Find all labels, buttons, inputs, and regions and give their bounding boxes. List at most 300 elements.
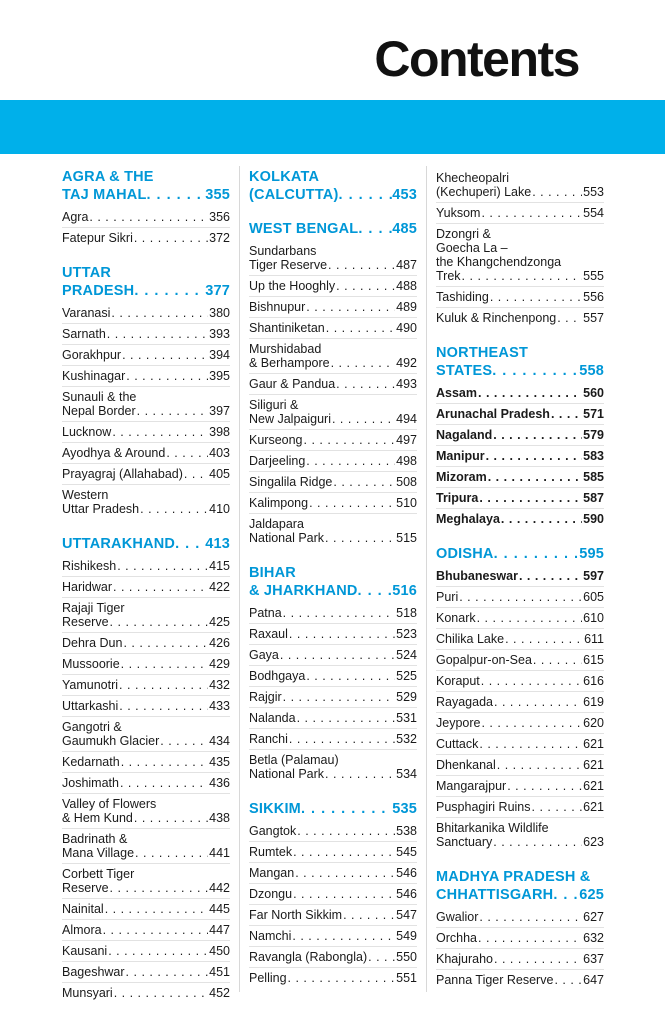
toc-entry[interactable]	[62, 863, 230, 898]
dot-leader	[289, 627, 395, 641]
toc-entry-line: Corbett Tiger	[62, 867, 135, 881]
dot-leader	[134, 811, 208, 825]
toc-entry[interactable]	[436, 907, 604, 927]
toc-entry[interactable]	[436, 796, 604, 817]
dot-leader	[493, 835, 582, 849]
toc-entry-row	[249, 887, 417, 901]
section-title: (CALCUTTA)	[249, 187, 339, 203]
toc-entry[interactable]	[62, 653, 230, 674]
toc-entry-row	[62, 580, 230, 594]
toc-column-1	[62, 168, 230, 1003]
toc-entry-label: Bodhgaya	[249, 669, 306, 683]
toc-entry-page: 571	[583, 407, 604, 421]
toc-entry-row	[436, 973, 604, 987]
toc-entry[interactable]	[436, 307, 604, 328]
toc-entry-label: Reserve	[62, 615, 109, 629]
section-title: UTTARAKHAND	[62, 536, 176, 552]
toc-entry-page: 510	[396, 496, 417, 510]
toc-entry-row	[62, 210, 230, 224]
toc-entry-label: Mizoram	[436, 470, 487, 484]
toc-entry-row	[249, 433, 417, 447]
toc-entry-label: Sanctuary	[436, 835, 493, 849]
toc-entry-label: Ranchi	[249, 732, 288, 746]
toc-entry-page: 620	[583, 716, 604, 730]
section-heading[interactable]	[62, 168, 230, 204]
toc-entry-row	[62, 902, 230, 916]
toc-entry-label: Nalanda	[249, 711, 296, 725]
toc-entry-row	[249, 300, 417, 314]
toc-entry-label: Singalila Ridge	[249, 475, 333, 489]
toc-entry[interactable]	[249, 317, 417, 338]
toc-entry-label: & Hem Kund	[62, 811, 133, 825]
toc-entry-label: Kausani	[62, 944, 108, 958]
toc-entry-page: 498	[396, 454, 417, 468]
section-heading[interactable]	[249, 168, 417, 204]
toc-entry-page: 549	[396, 929, 417, 943]
toc-entry-page: 425	[209, 615, 230, 629]
toc-entry-page: 621	[583, 758, 604, 772]
toc-entry-page: 556	[583, 290, 604, 304]
section-heading-row	[436, 545, 604, 563]
section-page-number: 595	[579, 546, 604, 562]
toc-entry-page: 422	[209, 580, 230, 594]
toc-entry-row	[249, 606, 417, 620]
toc-entry-row	[62, 369, 230, 383]
toc-entry-row	[249, 711, 417, 725]
toc-entry-page: 441	[209, 846, 230, 860]
toc-entry-label: Puri	[436, 590, 459, 604]
toc-entry-page: 393	[209, 327, 230, 341]
dot-leader	[292, 929, 395, 943]
toc-entry-page: 585	[583, 470, 604, 484]
toc-entry[interactable]	[436, 586, 604, 607]
toc-entry[interactable]	[62, 421, 230, 442]
dot-leader	[479, 910, 582, 924]
section-heading-row	[62, 282, 230, 300]
dot-leader	[554, 973, 582, 987]
dot-leader	[477, 611, 583, 625]
toc-entry-row	[249, 866, 417, 880]
toc-entry[interactable]	[62, 442, 230, 463]
toc-entry[interactable]	[62, 463, 230, 484]
toc-entry-label: Jeypore	[436, 716, 481, 730]
toc-entry[interactable]	[249, 296, 417, 317]
toc-entry[interactable]	[62, 793, 230, 828]
toc-entry-label: Manipur	[436, 449, 485, 463]
toc-entry-label: Raxaul	[249, 627, 288, 641]
dot-leader	[478, 386, 582, 400]
toc-entry-row	[436, 910, 604, 924]
toc-entry[interactable]	[62, 940, 230, 961]
dot-leader	[462, 269, 583, 283]
toc-entry-label: Pelling	[249, 971, 287, 985]
toc-entry-page: 415	[209, 559, 230, 573]
section-page-number: 558	[579, 363, 604, 379]
toc-entry-label: Gaur & Pandua	[249, 377, 336, 391]
dot-leader	[114, 986, 208, 1000]
dot-leader	[493, 428, 582, 442]
toc-entry[interactable]	[436, 948, 604, 969]
toc-entry-page: 426	[209, 636, 230, 650]
toc-entry-row	[62, 502, 230, 516]
toc-entry[interactable]	[436, 202, 604, 223]
toc-entry-page: 551	[396, 971, 417, 985]
toc-entry-row	[62, 811, 230, 825]
toc-entry[interactable]	[62, 323, 230, 344]
toc-entry[interactable]	[249, 707, 417, 728]
toc-entry-page: 525	[396, 669, 417, 683]
section-page-number: 625	[579, 887, 604, 903]
toc-entry-label: Far North Sikkim	[249, 908, 343, 922]
toc-entry-row	[436, 674, 604, 688]
toc-entry-page: 494	[396, 412, 417, 426]
toc-entry[interactable]	[62, 961, 230, 982]
toc-entry-page: 508	[396, 475, 417, 489]
toc-entry[interactable]	[249, 821, 417, 841]
toc-entry[interactable]	[249, 728, 417, 749]
toc-entry-line: Siliguri &	[249, 398, 299, 412]
dot-leader	[507, 779, 582, 793]
toc-entry[interactable]	[249, 429, 417, 450]
toc-entry-page: 515	[396, 531, 417, 545]
dot-leader	[297, 711, 396, 725]
toc-entry-row	[249, 690, 417, 704]
toc-entry-label: Reserve	[62, 881, 109, 895]
toc-entry-label: Almora	[62, 923, 102, 937]
toc-entry[interactable]	[436, 487, 604, 508]
toc-entry-label: Yuksom	[436, 206, 481, 220]
toc-entry-page: 611	[584, 632, 604, 646]
toc-entry[interactable]	[62, 597, 230, 632]
toc-entry-label: Uttarkashi	[62, 699, 119, 713]
toc-entry[interactable]	[249, 338, 417, 373]
section-heading[interactable]	[249, 564, 417, 600]
toc-entry[interactable]	[436, 754, 604, 775]
toc-entry-label: Agra	[62, 210, 89, 224]
toc-entry-label: National Park	[249, 767, 325, 781]
toc-entry-row	[436, 470, 604, 484]
toc-entry[interactable]	[62, 828, 230, 863]
toc-entry-row	[62, 881, 230, 895]
toc-entry[interactable]	[436, 733, 604, 754]
toc-entry[interactable]	[249, 513, 417, 548]
section-heading[interactable]	[62, 535, 230, 553]
toc-entry-row	[436, 632, 604, 646]
toc-entry[interactable]	[62, 365, 230, 386]
toc-entry-page: 397	[209, 404, 230, 418]
toc-entry[interactable]	[249, 841, 417, 862]
toc-entry-page: 583	[583, 449, 604, 463]
toc-entry-row	[62, 699, 230, 713]
toc-entry-row	[249, 627, 417, 641]
toc-entry-row	[62, 306, 230, 320]
toc-entry-page: 405	[209, 467, 230, 481]
toc-entry-label: Nagaland	[436, 428, 493, 442]
toc-entry[interactable]	[249, 275, 417, 296]
toc-entry[interactable]	[436, 670, 604, 691]
section-heading-line: KOLKATA	[249, 169, 320, 185]
toc-entry-page: 524	[396, 648, 417, 662]
toc-entry-label: Namchi	[249, 929, 292, 943]
toc-entry[interactable]	[249, 623, 417, 644]
toc-entry[interactable]	[436, 775, 604, 796]
section-heading[interactable]	[249, 800, 417, 818]
toc-entry-page: 523	[396, 627, 417, 641]
toc-entry-page: 429	[209, 657, 230, 671]
dot-leader	[505, 632, 583, 646]
toc-entry[interactable]	[249, 450, 417, 471]
dot-leader	[126, 369, 208, 383]
dot-leader	[134, 231, 208, 245]
section-heading-line: AGRA & THE	[62, 169, 154, 185]
toc-entry[interactable]	[436, 628, 604, 649]
toc-entry[interactable]	[436, 969, 604, 990]
toc-entry-line: Rajaji Tiger	[62, 601, 125, 615]
toc-entry-page: 492	[396, 356, 417, 370]
section-heading-line: UTTAR	[62, 265, 112, 281]
toc-entry-page: 403	[209, 446, 230, 460]
dot-leader	[479, 491, 582, 505]
section-heading-line: BIHAR	[249, 565, 296, 581]
toc-entry-label: Gopalpur-on-Sea	[436, 653, 532, 667]
toc-entry[interactable]	[436, 607, 604, 628]
toc-entry-page: 493	[396, 377, 417, 391]
toc-entry[interactable]	[62, 982, 230, 1003]
toc-entry-row	[436, 428, 604, 442]
toc-entry-label: Pusphagiri Ruins	[436, 800, 531, 814]
toc-entry-page: 538	[396, 824, 417, 838]
toc-entry-label: Haridwar	[62, 580, 113, 594]
toc-entry-line: Sunauli & the	[62, 390, 137, 404]
toc-entry[interactable]	[436, 712, 604, 733]
toc-entry-row	[436, 290, 604, 304]
toc-entry-label: Kuluk & Rinchenpong	[436, 311, 557, 325]
dot-leader	[110, 615, 209, 629]
toc-entry[interactable]	[249, 749, 417, 784]
toc-entry[interactable]	[62, 484, 230, 519]
section-heading[interactable]	[436, 868, 604, 904]
toc-entry-row	[249, 845, 417, 859]
toc-entry[interactable]	[62, 716, 230, 751]
toc-entry[interactable]	[436, 508, 604, 529]
toc-entry[interactable]	[249, 686, 417, 707]
toc-entry[interactable]	[436, 445, 604, 466]
toc-entry[interactable]	[436, 403, 604, 424]
dot-leader	[343, 908, 395, 922]
toc-entry-row	[62, 559, 230, 573]
toc-entry-label: Tiger Reserve	[249, 258, 328, 272]
toc-entry-label: Yamunotri	[62, 678, 119, 692]
toc-entry-row	[436, 758, 604, 772]
dot-leader	[336, 377, 395, 391]
toc-entry-line: Jaldapara	[249, 517, 304, 531]
section-title: CHHATTISGARH	[436, 887, 554, 903]
toc-entry[interactable]	[62, 386, 230, 421]
toc-entry[interactable]	[249, 967, 417, 988]
toc-entry-page: 452	[209, 986, 230, 1000]
toc-entry[interactable]	[62, 576, 230, 597]
toc-entry-row	[62, 923, 230, 937]
toc-entry-label: Chilika Lake	[436, 632, 505, 646]
toc-entry-row	[436, 952, 604, 966]
toc-entry[interactable]	[62, 772, 230, 793]
dot-leader	[112, 425, 208, 439]
toc-entry[interactable]	[436, 424, 604, 445]
section-heading[interactable]	[249, 220, 417, 238]
toc-entry[interactable]	[62, 674, 230, 695]
toc-entry[interactable]	[436, 566, 604, 586]
toc-entry-label: Nainital	[62, 902, 104, 916]
toc-entry-page: 554	[583, 206, 604, 220]
toc-entry-line: Dzongri &	[436, 227, 491, 241]
section-page-number: 485	[392, 221, 417, 237]
dot-leader	[309, 496, 395, 510]
toc-entry-row	[62, 944, 230, 958]
toc-entry[interactable]	[249, 373, 417, 394]
toc-entry-line: Gangotri &	[62, 720, 122, 734]
toc-entry[interactable]	[249, 946, 417, 967]
toc-entry[interactable]	[62, 695, 230, 716]
toc-entry[interactable]	[436, 927, 604, 948]
toc-entry-page: 433	[209, 699, 230, 713]
toc-entry[interactable]	[249, 883, 417, 904]
toc-entry-label: Nepal Border	[62, 404, 136, 418]
toc-entry[interactable]	[249, 644, 417, 665]
toc-entry-row	[62, 678, 230, 692]
section-page-number: 516	[392, 583, 417, 599]
toc-entry-row	[436, 737, 604, 751]
toc-entry-row	[249, 454, 417, 468]
toc-entry[interactable]	[436, 817, 604, 852]
toc-entry-page: 623	[583, 835, 604, 849]
dot-leader	[532, 800, 583, 814]
toc-entry[interactable]	[436, 168, 604, 202]
toc-entry-page: 450	[209, 944, 230, 958]
toc-entry-label: Gorakhpur	[62, 348, 122, 362]
toc-entry-label: Cuttack	[436, 737, 479, 751]
toc-entry[interactable]	[62, 344, 230, 365]
toc-entry[interactable]	[249, 862, 417, 883]
dot-leader	[328, 258, 395, 272]
toc-entry[interactable]	[249, 665, 417, 686]
dot-leader	[358, 582, 393, 600]
toc-entry-label: Ravangla (Rabongla)	[249, 950, 368, 964]
dot-leader	[497, 758, 582, 772]
toc-entry-label: Khajuraho	[436, 952, 493, 966]
dot-leader	[295, 866, 395, 880]
toc-entry[interactable]	[62, 303, 230, 323]
toc-entry-page: 490	[396, 321, 417, 335]
toc-entry[interactable]	[436, 466, 604, 487]
dot-leader	[325, 531, 395, 545]
toc-entry-page: 432	[209, 678, 230, 692]
dot-leader	[501, 512, 582, 526]
toc-entry[interactable]	[249, 241, 417, 275]
toc-entry[interactable]	[436, 691, 604, 712]
toc-entry[interactable]	[62, 919, 230, 940]
toc-entry-page: 616	[583, 674, 604, 688]
toc-entry-label: Gaumukh Glacier	[62, 734, 160, 748]
dot-leader	[120, 776, 208, 790]
toc-entry-row	[436, 695, 604, 709]
toc-entry-label: Bishnupur	[249, 300, 306, 314]
toc-entry-page: 605	[583, 590, 604, 604]
section-heading[interactable]	[62, 264, 230, 300]
toc-entry-page: 380	[209, 306, 230, 320]
toc-entry-page: 488	[396, 279, 417, 293]
toc-entry-label: Lucknow	[62, 425, 112, 439]
toc-entry-page: 560	[583, 386, 604, 400]
dot-leader	[306, 669, 395, 683]
toc-entry[interactable]	[436, 649, 604, 670]
dot-leader	[532, 185, 582, 199]
section-heading-row	[62, 186, 230, 204]
section-heading[interactable]	[436, 344, 604, 380]
toc-entry-label: Gaya	[249, 648, 279, 662]
toc-entry-page: 610	[583, 611, 604, 625]
toc-entry-label: Munsyari	[62, 986, 113, 1000]
section-page-number: 535	[392, 801, 417, 817]
toc-entry-line: Valley of Flowers	[62, 797, 157, 811]
toc-entry-page: 438	[209, 811, 230, 825]
toc-entry[interactable]	[62, 632, 230, 653]
toc-entry-line: Khecheopalri	[436, 171, 509, 185]
section-title: & JHARKHAND	[249, 583, 358, 599]
dot-leader	[297, 824, 395, 838]
toc-entry-page: 398	[209, 425, 230, 439]
toc-entry[interactable]	[249, 471, 417, 492]
section-title: WEST BENGAL	[249, 221, 359, 237]
toc-entry-label: Gangtok	[249, 824, 297, 838]
toc-entry-page: 531	[396, 711, 417, 725]
toc-entry[interactable]	[249, 904, 417, 925]
toc-entry-label: Mana Village	[62, 846, 135, 860]
toc-entry[interactable]	[249, 925, 417, 946]
toc-entry-page: 534	[396, 767, 417, 781]
toc-entry[interactable]	[436, 383, 604, 403]
toc-entry[interactable]	[62, 751, 230, 772]
toc-entry-label: Rishikesh	[62, 559, 117, 573]
toc-entry-line: the Khangchendzonga	[436, 255, 562, 269]
toc-entry-label: Mangarajpur	[436, 779, 507, 793]
toc-entry[interactable]	[62, 227, 230, 248]
toc-entry-label: Uttar Pradesh	[62, 502, 140, 516]
toc-entry-page: 621	[583, 800, 604, 814]
toc-entry-row	[249, 475, 417, 489]
section-heading[interactable]	[436, 545, 604, 563]
toc-entry-page: 435	[209, 755, 230, 769]
toc-entry[interactable]	[249, 603, 417, 623]
toc-entry[interactable]	[62, 207, 230, 227]
toc-entry-label: Patna	[249, 606, 282, 620]
toc-entry[interactable]	[249, 492, 417, 513]
toc-entry[interactable]	[249, 394, 417, 429]
toc-entry-page: 632	[583, 931, 604, 945]
toc-entry-label: Shantiniketan	[249, 321, 325, 335]
toc-entry[interactable]	[62, 556, 230, 576]
toc-entry-row	[62, 846, 230, 860]
dot-leader	[481, 716, 582, 730]
toc-entry-label: Varanasi	[62, 306, 111, 320]
toc-entry-page: 647	[583, 973, 604, 987]
toc-entry-row	[62, 755, 230, 769]
toc-entry[interactable]	[436, 286, 604, 307]
toc-entry[interactable]	[62, 898, 230, 919]
toc-entry-row	[249, 971, 417, 985]
dot-leader	[184, 467, 208, 481]
toc-entry-label: Bhubaneswar	[436, 569, 518, 583]
toc-entry[interactable]	[436, 223, 604, 286]
